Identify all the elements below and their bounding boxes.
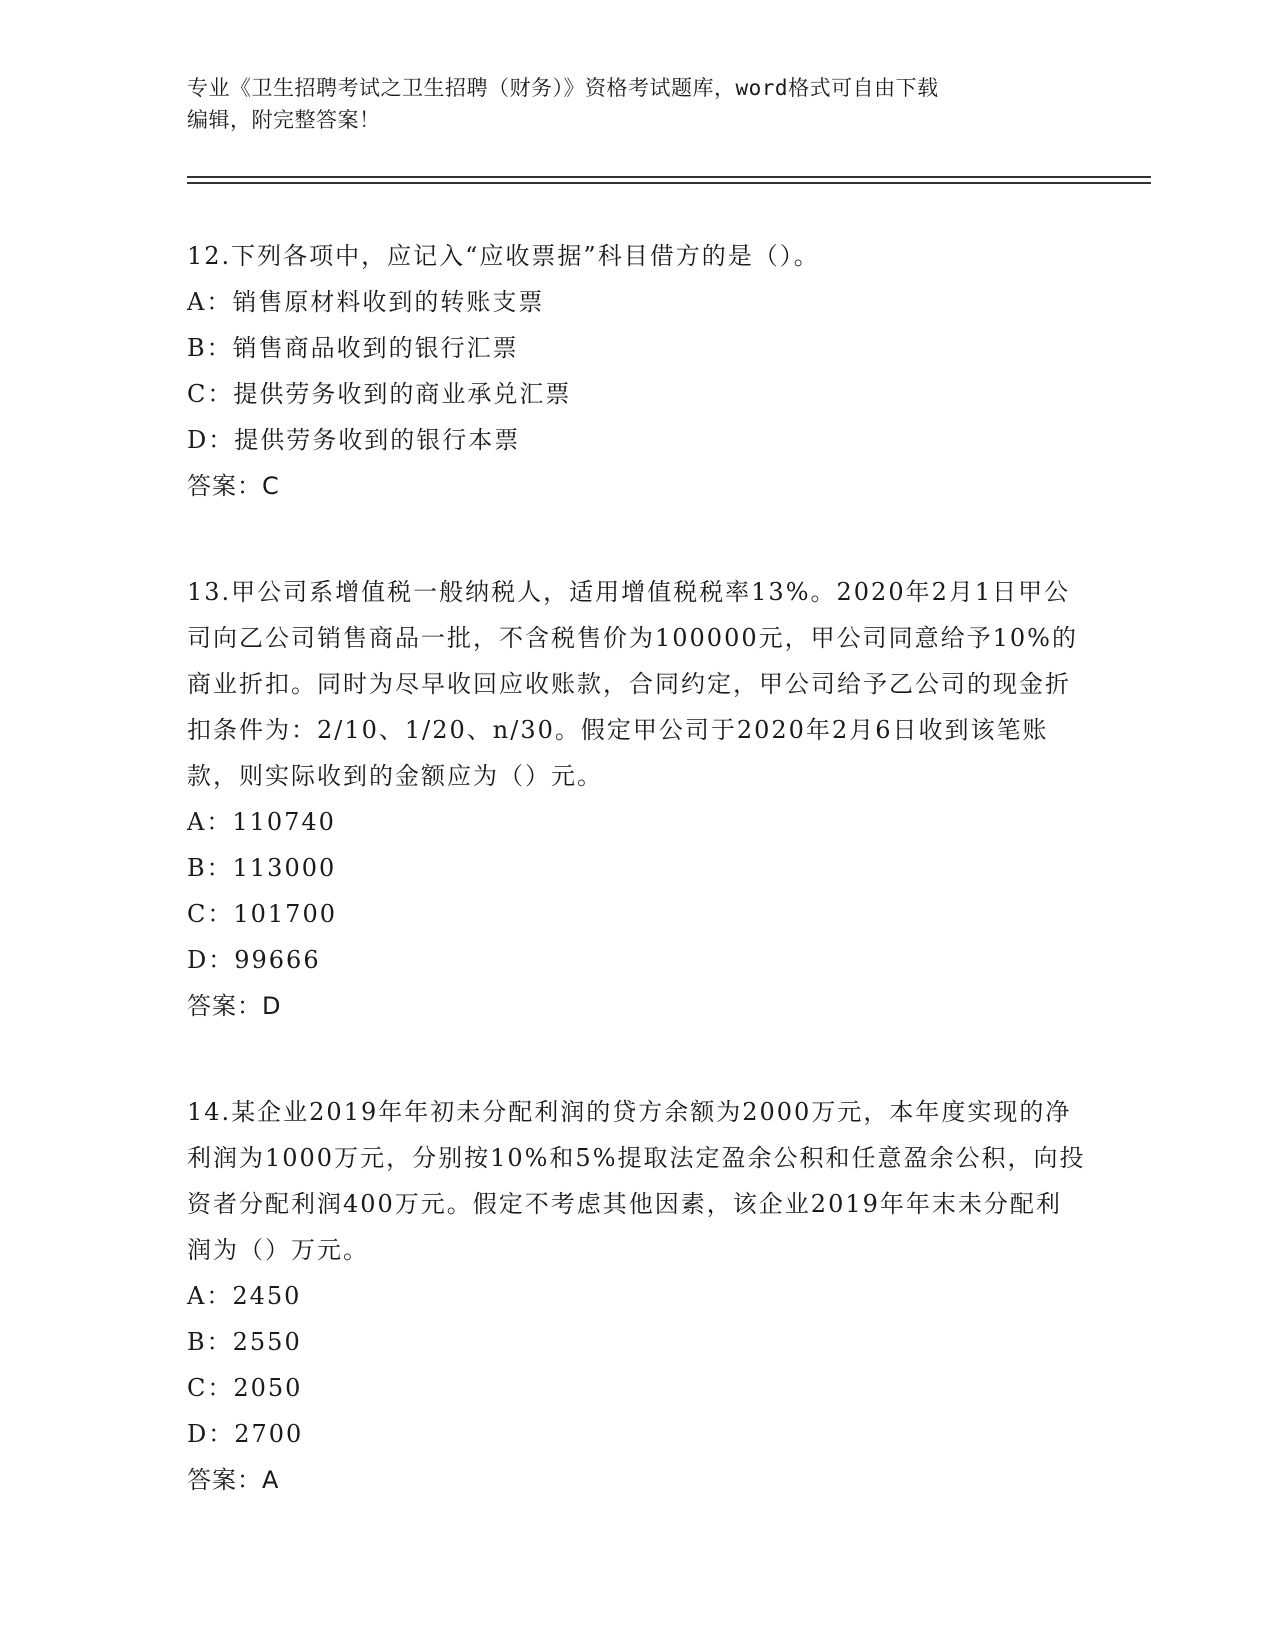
question-12	[187, 233, 1087, 509]
option-a: A：2450	[187, 1282, 302, 1310]
option-a: A：110740	[187, 808, 336, 836]
answer-line: 答案：D	[187, 992, 282, 1020]
option-d: D：提供劳务收到的银行本票	[187, 426, 521, 454]
option-c: C：提供劳务收到的商业承兑汇票	[187, 380, 572, 408]
header-divider-bottom	[187, 182, 1151, 184]
option-d: D：2700	[187, 1420, 304, 1448]
question-13	[187, 569, 1087, 1029]
option-b: B：2550	[187, 1328, 302, 1356]
option-c: C：101700	[187, 900, 337, 928]
question-stem: 14.某企业2019年年初未分配利润的贷方余额为2000万元，本年度实现的净利润为1000万元，分别按10%和5%提取法定盈余公积和任意盈余公积，向投资者分配利润400万元。假定不考虑其他因素，该企业2019年年末未分配利润为（）万元。	[187, 1098, 1086, 1264]
document-header	[187, 72, 1087, 136]
option-d: D：99666	[187, 946, 321, 974]
option-b: B：销售商品收到的银行汇票	[187, 334, 519, 362]
header-line-1: 专业《卫生招聘考试之卫生招聘（财务）》资格考试题库，word格式可自由下载	[187, 76, 939, 100]
question-stem: 12.下列各项中，应记入“应收票据”科目借方的是（）。	[187, 242, 820, 270]
option-c: C：2050	[187, 1374, 303, 1402]
answer-line: 答案：A	[187, 1466, 280, 1494]
header-line-2: 编辑，附完整答案！	[187, 108, 381, 132]
option-b: B：113000	[187, 854, 337, 882]
answer-line: 答案：C	[187, 472, 280, 500]
header-divider-top	[187, 176, 1151, 178]
question-stem: 13.甲公司系增值税一般纳税人，适用增值税税率13%。2020年2月1日甲公司向乙公司销售商品一批，不含税售价为100000元，甲公司同意给予10%的商业折扣。同时为尽早收回应收账款，合同约定，甲公司给予乙公司的现金折扣条件为：2/10、1/20、n/30。假定甲公司于2020年2月6日收到该笔账款，则实际收到的金额应为（）元。	[187, 578, 1078, 790]
option-a: A：销售原材料收到的转账支票	[187, 288, 545, 316]
question-14	[187, 1089, 1087, 1503]
question-list	[187, 233, 1087, 1563]
